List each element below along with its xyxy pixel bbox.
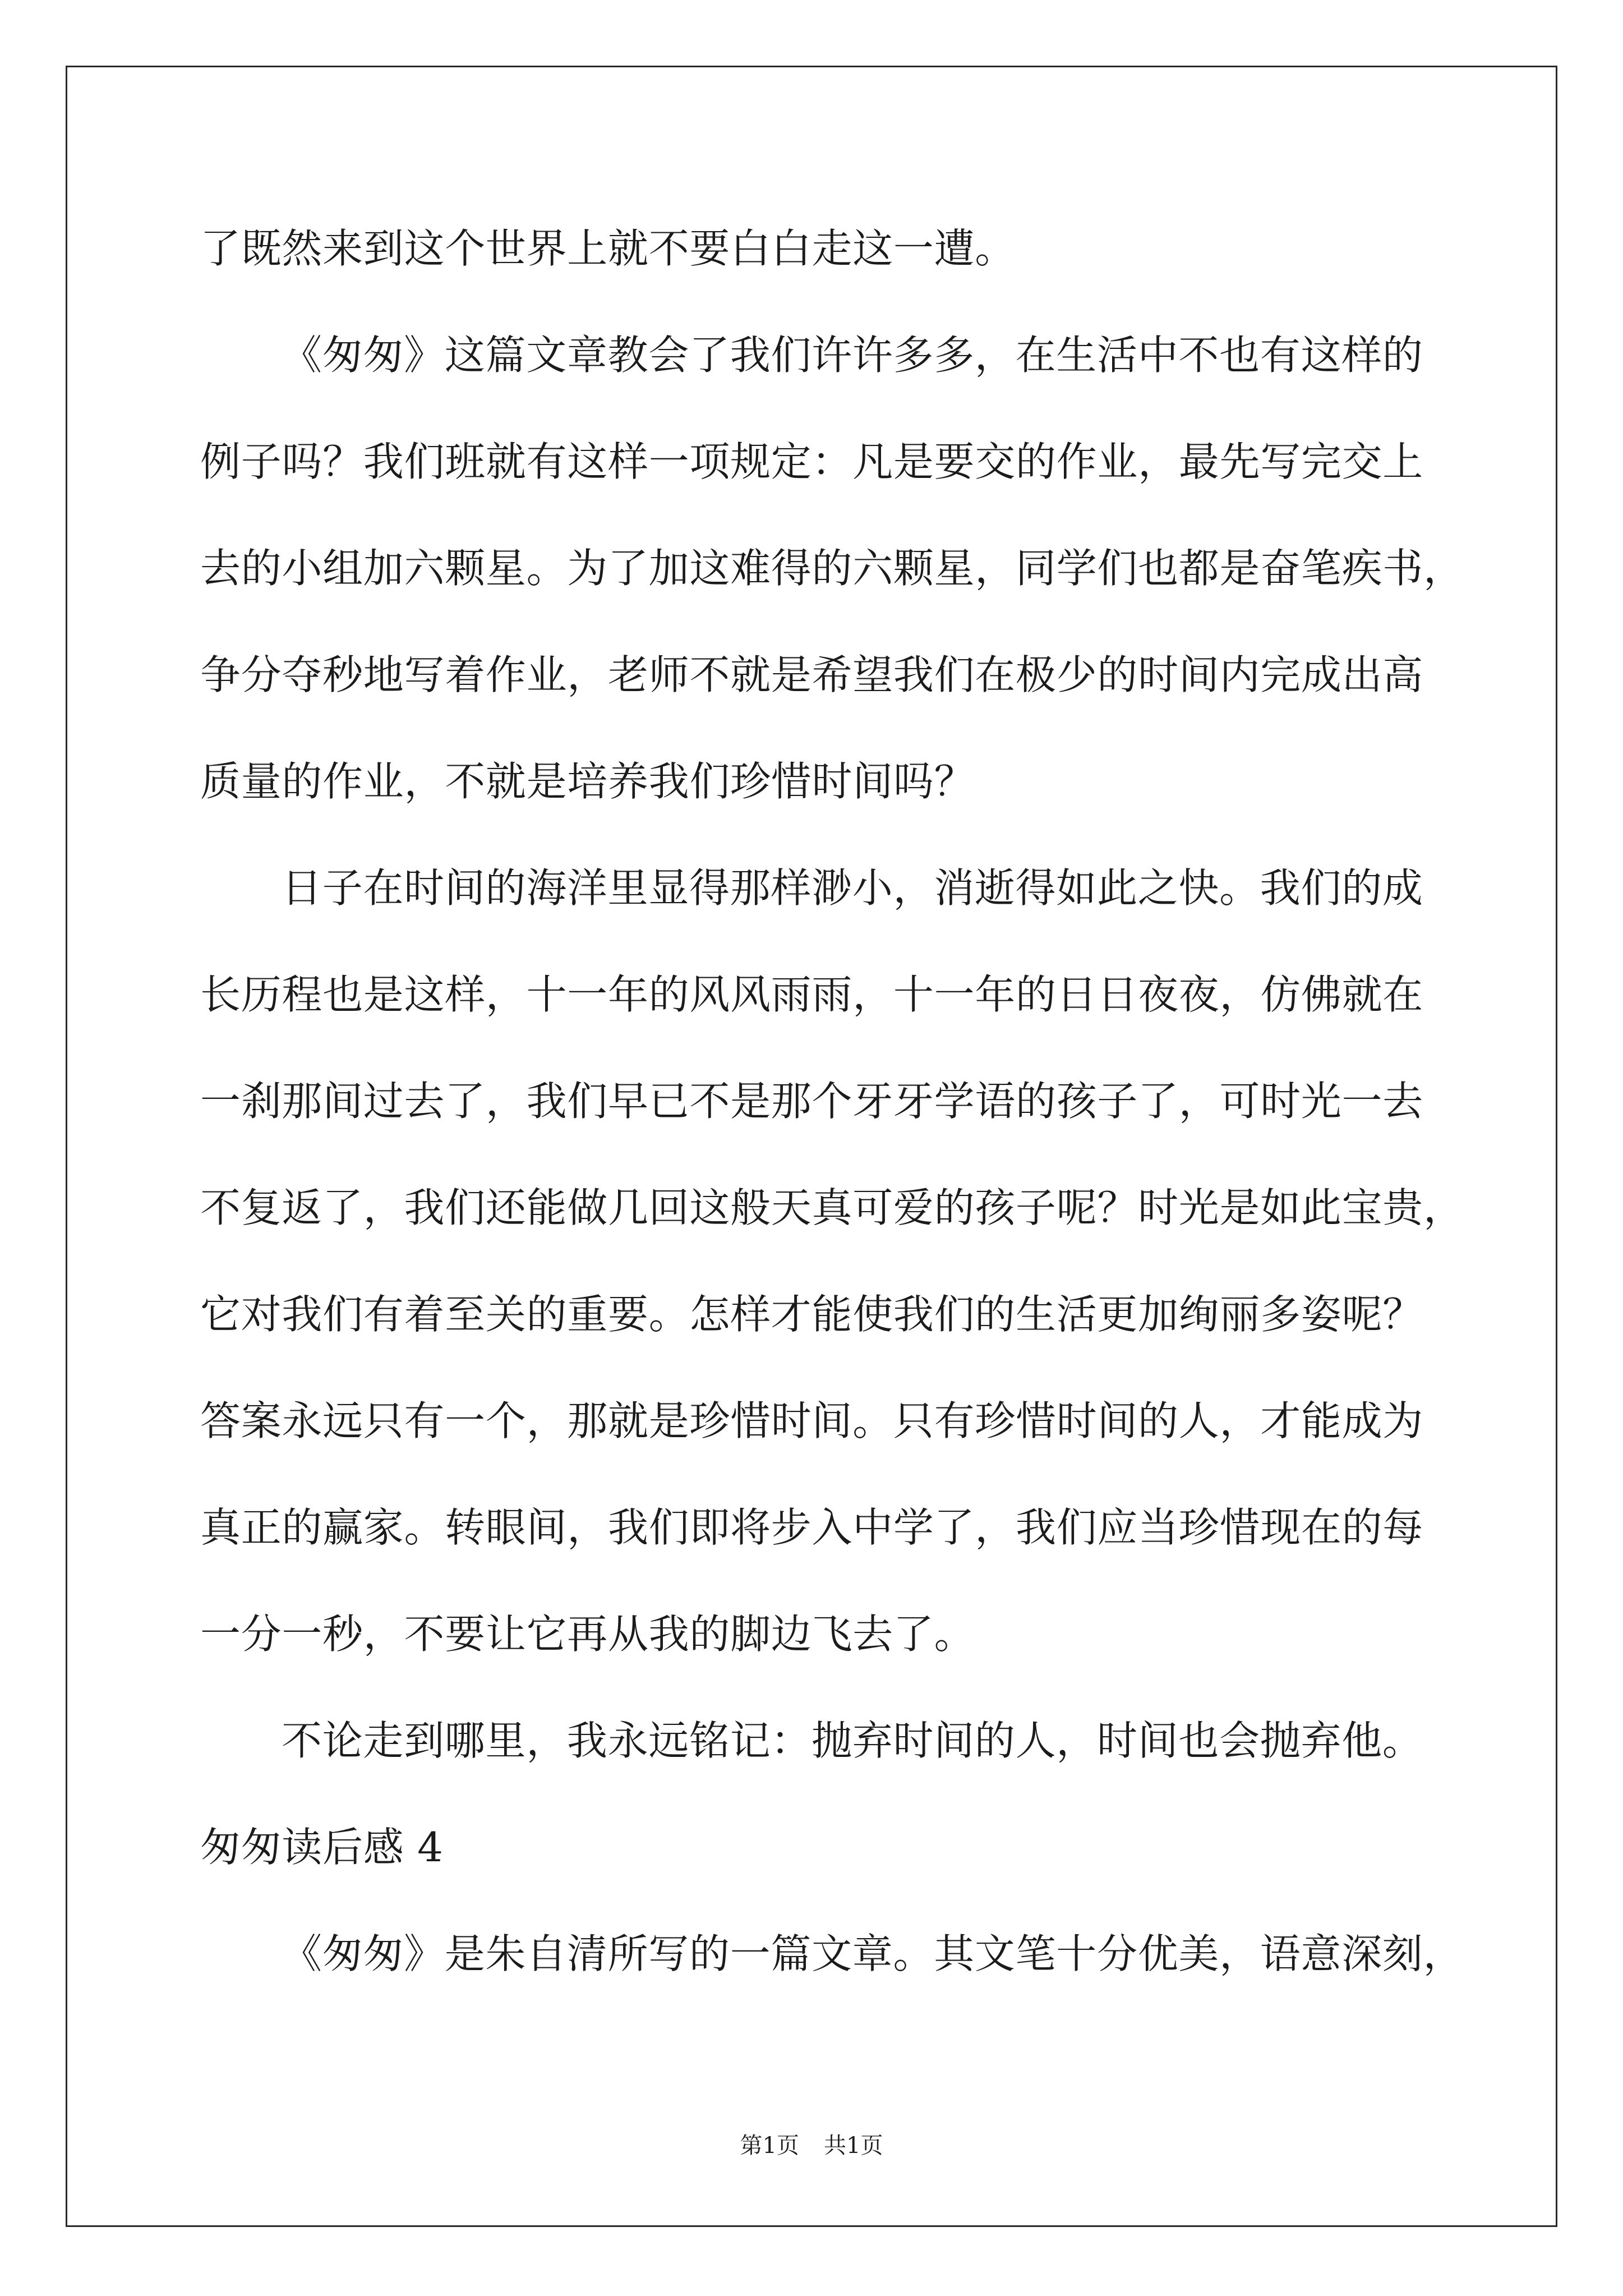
text-line: 了既然来到这个世界上就不要白白走这一遭。	[200, 225, 1016, 272]
text-line: 质量的作业，不就是培养我们珍惜时间吗？	[200, 758, 975, 805]
section-heading: 匆匆读后感 4	[200, 1824, 444, 1871]
paragraph	[200, 302, 1535, 835]
document-body	[200, 195, 1535, 2007]
text-line: 《匆匆》是朱自清所写的一篇文章。其文笔十分优美，语意深刻，	[282, 1930, 1464, 1977]
text-line: 答案永远只有一个，那就是珍惜时间。只有珍惜时间的人，才能成为	[200, 1397, 1424, 1444]
text-line: 真正的赢家。转眼间，我们即将步入中学了，我们应当珍惜现在的每	[200, 1504, 1424, 1551]
text-line: 《匆匆》这篇文章教会了我们许许多多，在生活中不也有这样的	[282, 332, 1423, 379]
text-line: 长历程也是这样，十一年的风风雨雨，十一年的日日夜夜，仿佛就在	[200, 971, 1424, 1018]
text-line: 日子在时间的海洋里显得那样渺小，消逝得如此之快。我们的成	[282, 864, 1423, 912]
paragraph	[200, 1687, 1535, 1794]
text-line: 一分一秒，不要让它再从我的脚边飞去了。	[200, 1611, 975, 1658]
page-footer	[0, 2132, 1623, 2160]
text-line: 不复返了，我们还能做几回这般天真可爱的孩子呢？时光是如此宝贵，	[200, 1184, 1464, 1231]
text-line: 争分夺秒地写着作业，老师不就是希望我们在极少的时间内完成出高	[200, 651, 1424, 698]
text-line: 它对我们有着至关的重要。怎样才能使我们的生活更加绚丽多姿呢？	[200, 1291, 1424, 1338]
paragraph	[200, 1901, 1535, 2007]
text-line: 去的小组加六颗星。为了加这难得的六颗星，同学们也都是奋笔疾书，	[200, 545, 1464, 592]
text-line: 一刹那间过去了，我们早已不是那个牙牙学语的孩子了，可时光一去	[200, 1078, 1424, 1125]
page-total: 共1页	[824, 2133, 883, 2159]
paragraph	[200, 835, 1535, 1687]
text-line: 不论走到哪里，我永远铭记：抛弃时间的人，时间也会抛弃他。	[282, 1717, 1423, 1764]
paragraph	[200, 195, 1535, 302]
page-number: 第1页	[740, 2133, 799, 2159]
text-line: 例子吗？我们班就有这样一项规定：凡是要交的作业，最先写完交上	[200, 438, 1424, 485]
